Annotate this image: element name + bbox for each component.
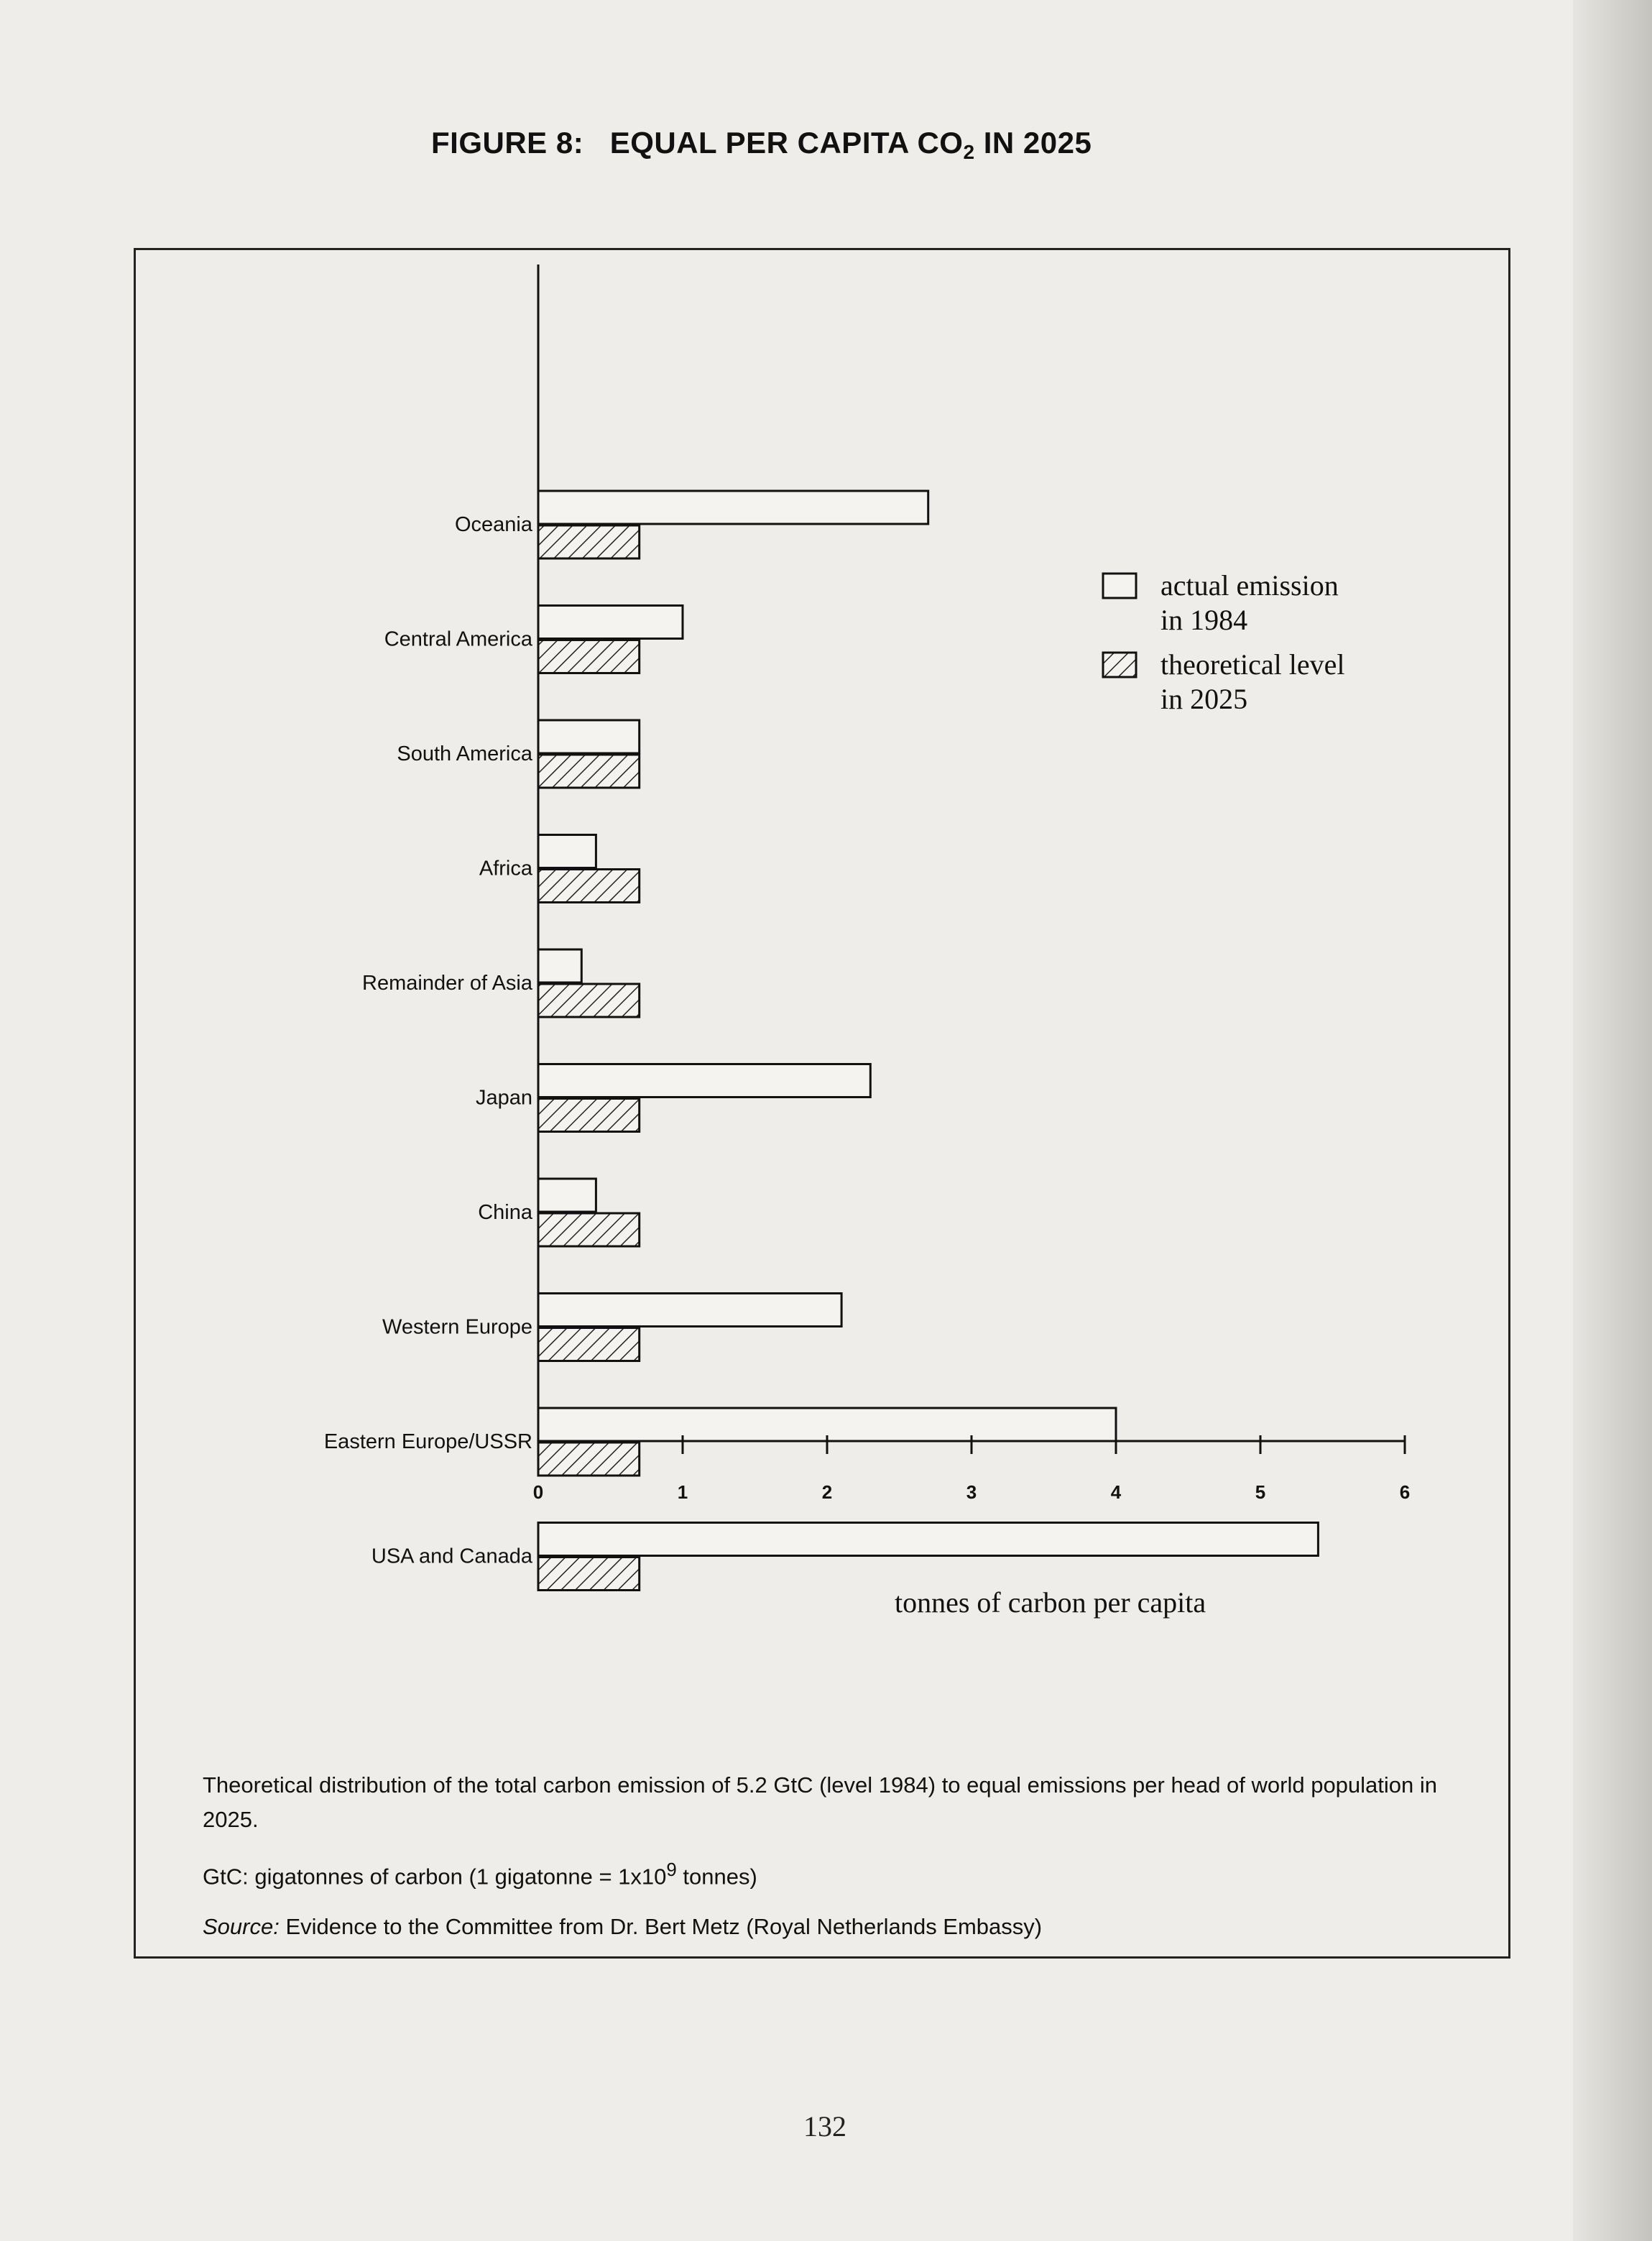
x-tick-label-6: 6 (1399, 1481, 1411, 1503)
category-label-south-america: South America (397, 742, 532, 765)
caption-description: Theoretical distribution of the total carbon emission of 5.2 GtC (level 1984) to equal emissions per head of world population in 2025. (203, 1772, 1438, 1832)
bar-actual-1984-central-america (538, 606, 683, 639)
bar-theoretical-2025-western-europe (538, 1328, 640, 1361)
bar-actual-1984-western-europe (538, 1294, 841, 1327)
bar-actual-1984-usa-and-canada (538, 1523, 1318, 1556)
legend-label-theoretical-line2: in 2025 (1160, 683, 1248, 715)
category-label-usa-and-canada: USA and Canada (371, 1545, 532, 1568)
category-label-africa: Africa (479, 857, 532, 880)
x-tick-label-0: 0 (532, 1481, 544, 1503)
page-number: 132 (803, 2110, 846, 2143)
bar-theoretical-2025-usa-and-canada (538, 1557, 640, 1591)
category-label-eastern-europe-ussr: Eastern Europe/USSR (323, 1430, 532, 1453)
legend-label-theoretical-line1: theoretical level (1160, 648, 1345, 681)
x-tick-label-3: 3 (966, 1481, 977, 1503)
bar-theoretical-2025-eastern-europe-ussr (538, 1442, 640, 1476)
figure-frame (134, 248, 1510, 1959)
category-label-remainder-of-asia: Remainder of Asia (362, 972, 532, 995)
bar-theoretical-2025-japan (538, 1099, 640, 1132)
caption-units-suffix: tonnes) (676, 1864, 757, 1890)
legend-swatch-actual (1103, 574, 1136, 598)
category-label-japan: Japan (475, 1086, 532, 1110)
bar-actual-1984-remainder-of-asia (538, 949, 581, 983)
chart (136, 250, 1508, 1956)
bar-actual-1984-oceania (538, 491, 928, 524)
x-tick-label-4: 4 (1110, 1481, 1122, 1503)
bar-theoretical-2025-china (538, 1213, 640, 1246)
bar-theoretical-2025-africa (538, 870, 640, 903)
x-tick-label-1: 1 (677, 1481, 688, 1503)
legend-label-actual-line2: in 1984 (1160, 604, 1248, 636)
figure-title-suffix: IN 2025 (974, 126, 1092, 160)
caption-units (203, 1853, 1489, 1894)
legend-swatch-theoretical (1103, 653, 1136, 677)
x-tick-label-2: 2 (821, 1481, 833, 1503)
bar-theoretical-2025-remainder-of-asia (538, 984, 640, 1017)
x-axis-label: tonnes of carbon per capita (895, 1586, 1206, 1619)
caption-source-text: Evidence to the Committee from Dr. Bert Metz (Royal Netherlands Embassy) (279, 1914, 1043, 1940)
bar-actual-1984-south-america (538, 720, 640, 753)
bar-actual-1984-china (538, 1179, 596, 1212)
figure-caption (203, 1768, 1489, 1944)
category-label-oceania: Oceania (454, 513, 532, 536)
category-label-central-america: Central America (384, 627, 532, 651)
legend-label-actual-line1: actual emission (1160, 569, 1339, 602)
bar-theoretical-2025-oceania (538, 525, 640, 558)
figure-title (431, 126, 1092, 164)
figure-title-main: EQUAL PER CAPITA CO (609, 126, 964, 160)
category-label-western-europe: Western Europe (382, 1315, 532, 1339)
bar-actual-1984-africa (538, 835, 596, 868)
figure-title-prefix: FIGURE 8: (431, 126, 584, 160)
bar-actual-1984-japan (538, 1064, 870, 1098)
page-edge-shadow (1573, 0, 1652, 2241)
caption-source (203, 1910, 1489, 1944)
caption-units-prefix: GtC: gigatonnes of carbon (1 gigatonne = 1x10 (203, 1864, 667, 1890)
category-label-china: China (478, 1201, 532, 1224)
figure-title-subscript: 2 (963, 141, 975, 163)
caption-units-exponent: 9 (666, 1860, 677, 1880)
x-tick-label-5: 5 (1255, 1481, 1266, 1503)
caption-source-label: Source: (203, 1914, 280, 1940)
bar-theoretical-2025-south-america (538, 755, 640, 788)
bar-theoretical-2025-central-america (538, 640, 640, 673)
